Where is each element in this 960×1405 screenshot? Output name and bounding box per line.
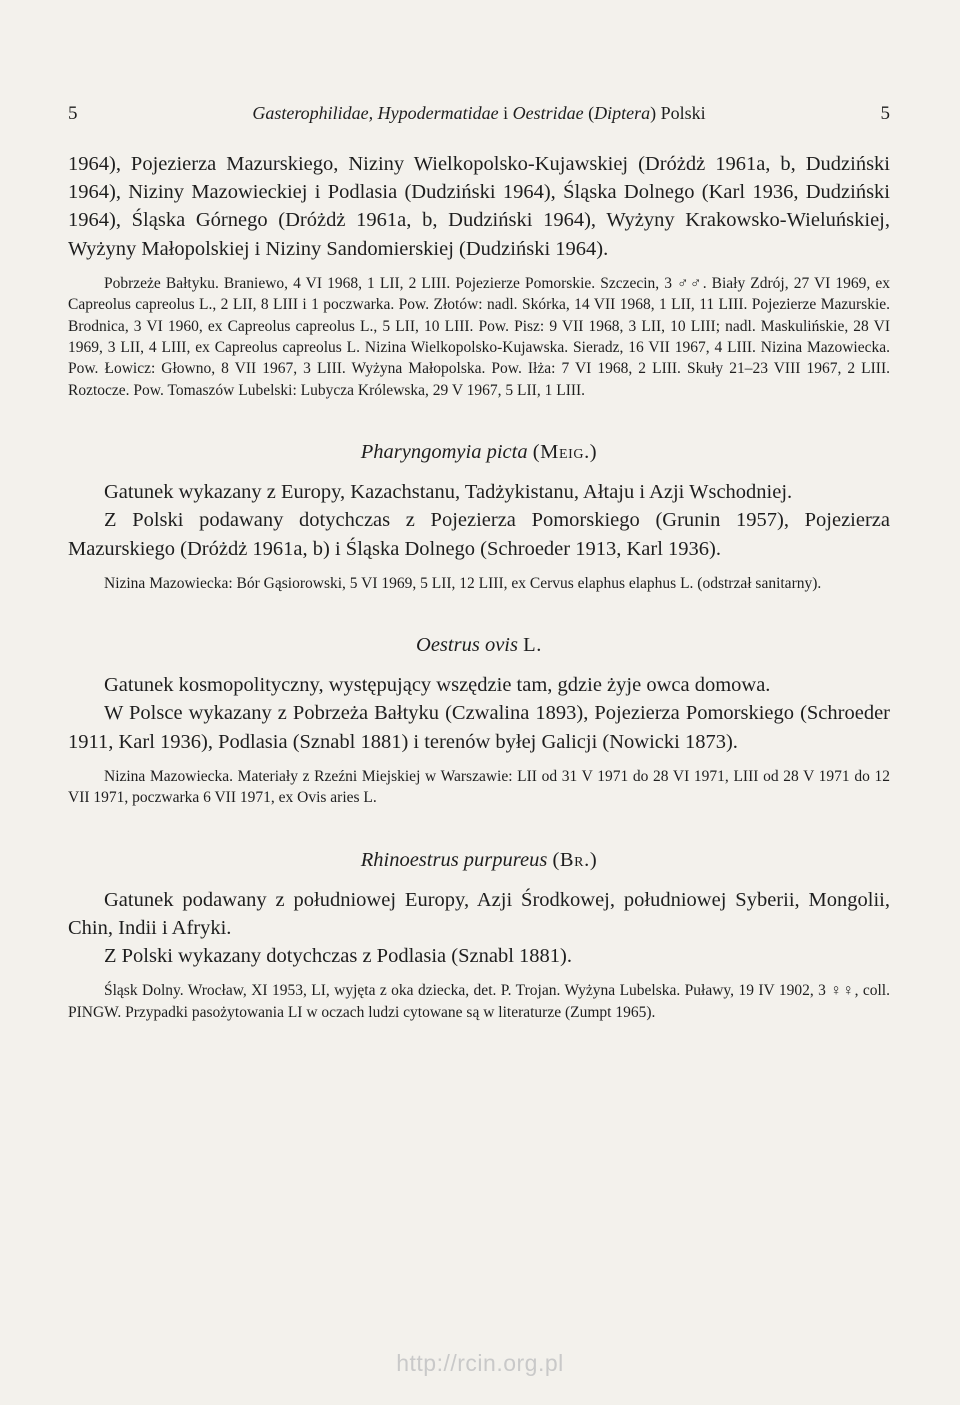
species-material: Śląsk Dolny. Wrocław, XI 1953, LI, wyjęta z oka dziecka, det. P. Trojan. Wyżyna Lubelska. Puławy, 19 IV 1902, 3 ♀♀, coll. PINGW. Przypadki pasożytowania LI w oczach ludzi cytowane są w literaturze (Zumpt 1965). bbox=[68, 982, 890, 1021]
species-name: Rhinoestrus purpureus bbox=[360, 848, 548, 871]
page-content bbox=[68, 150, 890, 1023]
species-name: Oestrus ovis bbox=[416, 634, 518, 657]
running-title-paren-open: ( bbox=[588, 103, 595, 123]
page-number-left: 5 bbox=[68, 103, 78, 124]
species-distribution: Gatunek podawany z południowej Europy, Azji Środkowej, południowej Syberii, Mongolii, Chin, Indii i Afryki. bbox=[68, 888, 890, 939]
running-header bbox=[68, 103, 890, 129]
species-author: L. bbox=[523, 634, 542, 657]
species-poland-records: Z Polski podawany dotychczas z Pojezierza Pomorskiego (Grunin 1957), Pojezierza Mazurskiego (Dróżdż 1961a, b) i Śląska Dolnego (Schroeder 1913, Karl 1936). bbox=[68, 509, 890, 560]
species-author: (Br.) bbox=[552, 848, 598, 871]
species-heading-oestrus bbox=[68, 634, 890, 657]
species-author: (Meig.) bbox=[532, 441, 598, 464]
species-heading-rhinoestrus bbox=[68, 849, 890, 872]
running-title-families: Gasterophilidae, Hypodermatidae bbox=[252, 103, 499, 123]
running-title-polski: ) Polski bbox=[650, 103, 706, 123]
running-title-order: Diptera bbox=[594, 103, 651, 123]
running-title-family2: Oestridae bbox=[512, 103, 584, 123]
species-material: Nizina Mazowiecka: Bór Gąsiorowski, 5 VI 1969, 5 LII, 12 LIII, ex Cervus elaphus elaphus L. (odstrzał sanitarny). bbox=[104, 574, 822, 592]
species-name: Pharyngomyia picta bbox=[360, 441, 528, 464]
species-distribution: Gatunek wykazany z Europy, Kazachstanu, Tadżykistanu, Ałtaju i Azji Wschodniej. bbox=[104, 481, 793, 504]
species-poland-records: Z Polski wykazany dotychczas z Podlasia (Sznabl 1881). bbox=[104, 945, 572, 968]
watermark-url: http://rcin.org.pl bbox=[396, 1350, 564, 1376]
intro-paragraph: 1964), Pojezierza Mazurskiego, Niziny Wielkopolsko-Kujawskiej (Dróżdż 1961a, b, Dudziński 1964), Niziny Mazowieckiej i Podlasia (Dudziński 1964), Śląska Dolnego (Karl 1936, Dudziński 1964), Śląska Górnego (Dróżdż 1961a, b, Dudziński 1964), Wyżyny Krakowsko-Wieluńskiej, Wyżyny Małopolskiej i Niziny Sandomierskiej (Dudziński 1964). bbox=[68, 153, 890, 260]
species-poland-records: W Polsce wykazany z Pobrzeża Bałtyku (Czwalina 1893), Pojezierza Pomorskiego (Schroeder 1911, Karl 1936), Podlasia (Sznabl 1881) i terenów byłej Galicji (Nowicki 1873). bbox=[68, 702, 890, 753]
species-distribution: Gatunek kosmopolityczny, występujący wszędzie tam, gdzie żyje owca domowa. bbox=[104, 674, 771, 697]
running-title-conj: i bbox=[503, 103, 509, 123]
species-heading-pharyngomyia bbox=[68, 441, 890, 464]
running-title bbox=[68, 103, 890, 124]
page-number-right: 5 bbox=[880, 103, 890, 124]
records-paragraph: Pobrzeże Bałtyku. Braniewo, 4 VI 1968, 1 LII, 2 LIII. Pojezierze Pomorskie. Szczecin, 3 ♂♂. Biały Zdrój, 27 VI 1969, ex Capreolus capreolus L., 2 LII, 8 LIII i 1 poczwarka. Pow. Złotów: nadl. Skórka, 14 VII 1968, 1 LII, 11 LIII. Pojezierze Mazurskie. Brodnica, 3 VI 1960, ex Capreolus capreolus L., 5 LII, 10 LIII. Pow. Pisz: 9 VII 1968, 3 LII, 10 LIII; nadl. Maskulińskie, 28 VI 1969, 3 LII, 4 LIII, ex Capreolus capreolus L. Nizina Wielkopolsko-Kujawska. Sieradz, 16 VII 1967, 4 LIII. Nizina Mazowiecka. Pow. Łowicz: Głowno, 8 VII 1967, 3 LIII. Wyżyna Małopolska. Pow. Iłża: 7 VI 1968, 2 LIII. Skuły 21–23 VIII 1967, 2 LIII. Roztocze. Pow. Tomaszów Lubelski: Lubycza Królewska, 29 V 1967, 5 LII, 1 LIII. bbox=[68, 274, 890, 399]
species-material: Nizina Mazowiecka. Materiały z Rzeźni Miejskiej w Warszawie: LII od 31 V 1971 do 28 VI 1971, LIII od 28 V 1971 do 12 VII 1971, poczwarka 6 VII 1971, ex Ovis aries L. bbox=[68, 767, 890, 807]
